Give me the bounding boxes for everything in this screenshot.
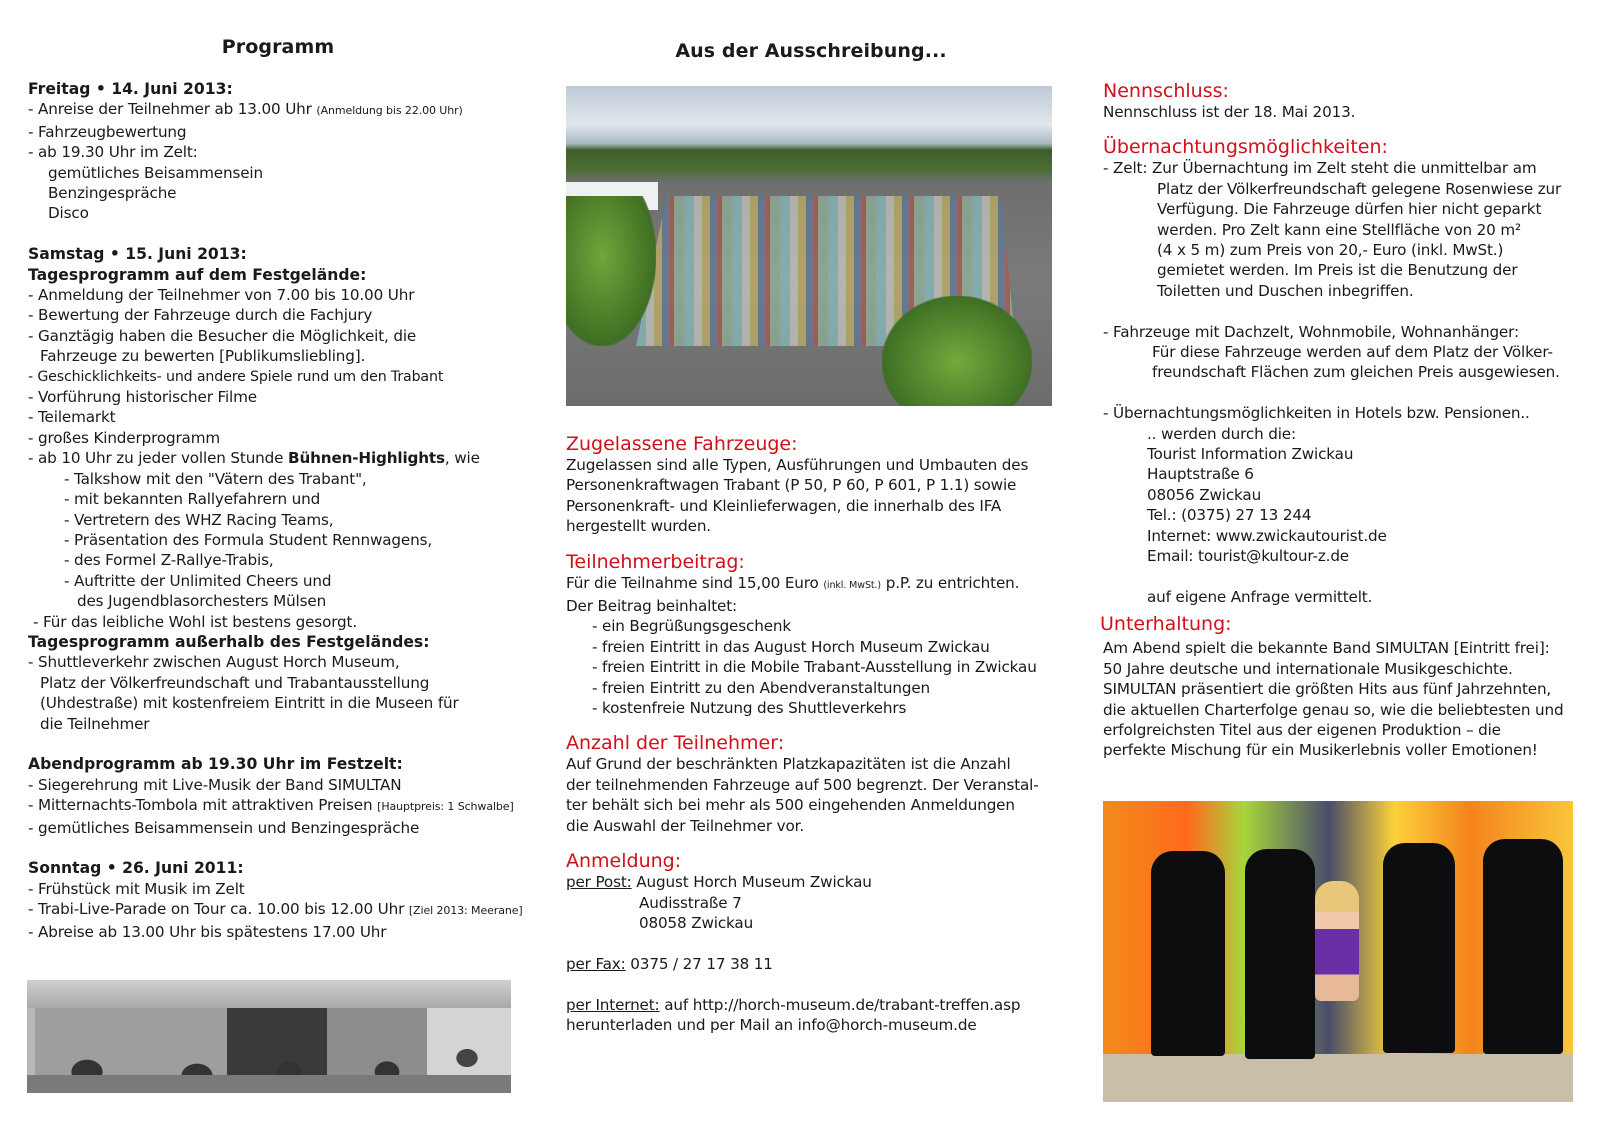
- ausschreibung-column: [566, 433, 1056, 1035]
- highlight-item: - Auftritte der Unlimited Cheers und: [64, 571, 332, 590]
- camper-text: Für diese Fahrzeuge werden auf dem Platz der Völker-: [1152, 343, 1553, 362]
- highlight-item: - Präsentation des Formula Student Rennwagens,: [64, 530, 433, 549]
- registration-heading: Anmeldung:: [566, 850, 682, 873]
- sunday-item: - Trabi-Live-Parade on Tour ca. 10.00 bis 12.00 Uhr [Ziel 2013: Meerane]: [28, 900, 523, 919]
- entertainment-text: perfekte Mischung für ein Musikerlebnis voller Emotionen!: [1103, 741, 1538, 760]
- vehicles-text: Personenkraft- und Kleinlieferwagen, die innerhalb des IFA: [566, 496, 1002, 515]
- sunday-item: - Frühstück mit Musik im Zelt: [28, 879, 245, 898]
- evening-heading: Abendprogramm ab 19.30 Uhr im Festzelt:: [28, 755, 403, 774]
- sunday-item: - Abreise ab 13.00 Uhr bis spätestens 17.00 Uhr: [28, 922, 387, 941]
- evening-item: - Mitternachts-Tombola mit attraktiven Preisen [Hauptpreis: 1 Schwalbe]: [28, 796, 514, 815]
- friday-sub-item: Disco: [48, 204, 89, 223]
- post-address: 08058 Zwickau: [639, 913, 754, 932]
- email-registration[interactable]: herunterladen und per Mail an info@horch-museum.de: [566, 1015, 977, 1034]
- tourist-info-website[interactable]: Internet: www.zwickautourist.de: [1147, 526, 1387, 545]
- participants-text: Auf Grund der beschränkten Platzkapazitäten ist die Anzahl: [566, 755, 1011, 774]
- tourist-info-phone: Tel.: (0375) 27 13 244: [1147, 506, 1312, 525]
- tree-shape: [566, 196, 656, 346]
- vehicles-text: Personenkraftwagen Trabant (P 50, P 60, P 601, P 1.1) sowie: [566, 476, 1017, 495]
- food-note: - Für das leibliche Wohl ist bestens gesorgt.: [33, 612, 358, 631]
- entertainment-heading: Unterhaltung:: [1100, 613, 1232, 636]
- saturday-item: - Anmeldung der Teilnehmer von 7.00 bis 10.00 Uhr: [28, 286, 415, 305]
- vehicles-text: Zugelassen sind alle Typen, Ausführungen und Umbauten des: [566, 456, 1029, 474]
- vehicles-heading: Zugelassene Fahrzeuge:: [566, 433, 798, 455]
- deadline-heading: Nennschluss:: [1103, 80, 1229, 102]
- highlight-item: des Jugendblasorchesters Mülsen: [77, 592, 327, 611]
- band-member-shape: [1245, 849, 1315, 1059]
- tent-text: werden. Pro Zelt kann eine Stellfläche von 20 m²: [1157, 220, 1521, 239]
- band-member-shape: [1483, 839, 1563, 1054]
- tent-text: gemietet werden. Im Preis ist die Benutzung der: [1157, 261, 1518, 280]
- participants-text: der teilnehmenden Fahrzeuge auf 500 begrenzt. Der Veranstal-: [566, 775, 1039, 794]
- tent-text: Toiletten und Duschen inbegriffen.: [1157, 281, 1414, 300]
- highlights-intro: - ab 10 Uhr zu jeder vollen Stunde Bühnen-Highlights, wie: [28, 449, 480, 468]
- outside-item: - Shuttleverkehr zwischen August Horch Museum,: [28, 653, 400, 672]
- evening-item: - gemütliches Beisammensein und Benzingespräche: [28, 818, 420, 837]
- highlight-item: - Talkshow mit den "Vätern des Trabant",: [64, 469, 367, 488]
- tourist-info-city: 08056 Zwickau: [1147, 485, 1262, 504]
- participants-text: die Auswahl der Teilnehmer vor.: [566, 816, 805, 835]
- outside-item: (Uhdestraße) mit kostenfreiem Eintritt in die Museen für: [40, 694, 459, 713]
- camper-text: freundschaft Flächen zum gleichen Preis ausgewiesen.: [1152, 363, 1560, 382]
- highlight-item: - Vertretern des WHZ Racing Teams,: [64, 510, 334, 529]
- saturday-subheading: Tagesprogramm auf dem Festgelände:: [28, 265, 367, 284]
- programm-title: Programm: [221, 36, 335, 58]
- sunday-heading: Sonntag • 26. Juni 2011:: [28, 859, 244, 878]
- highlight-item: - des Formel Z-Rallye-Trabis,: [64, 551, 274, 570]
- tent-text: Platz der Völkerfreundschaft gelegene Rosenwiese zur: [1157, 179, 1562, 198]
- fee-text: Für die Teilnahme sind 15,00 Euro (inkl. MwSt.) p.P. zu entrichten.: [566, 573, 1020, 592]
- evening-item: - Siegerehrung mit Live-Musik der Band SIMULTAN: [28, 775, 402, 794]
- friday-sub-item: Benzingespräche: [48, 184, 177, 203]
- saturday-heading: Samstag • 15. Juni 2013:: [28, 245, 247, 264]
- historic-cars-photo: [27, 980, 511, 1093]
- post-address: Audisstraße 7: [639, 893, 742, 912]
- highlight-item: - mit bekannten Rallyefahrern und: [64, 490, 321, 509]
- post-address: per Post: August Horch Museum Zwickau: [566, 873, 872, 892]
- hotel-text: .. werden durch die:: [1147, 424, 1296, 443]
- saturday-item: - Bewertung der Fahrzeuge durch die Fachjury: [28, 306, 373, 325]
- internet-registration[interactable]: per Internet: auf http://horch-museum.de/trabant-treffen.asp: [566, 995, 1021, 1014]
- fee-item: - ein Begrüßungsgeschenk: [592, 617, 792, 636]
- parking-lot-photo: [566, 86, 1052, 406]
- fee-item: - freien Eintritt in das August Horch Museum Zwickau: [592, 637, 990, 656]
- entertainment-text: SIMULTAN präsentiert die größten Hits aus fünf Jahrzehnten,: [1103, 680, 1552, 699]
- tourist-info-street: Hauptstraße 6: [1147, 465, 1254, 484]
- fee-item: - freien Eintritt in die Mobile Trabant-Ausstellung in Zwickau: [592, 658, 1037, 677]
- friday-item: - ab 19.30 Uhr im Zelt:: [28, 143, 198, 162]
- saturday-item: - Geschicklichkeits- und andere Spiele rund um den Trabant: [28, 368, 444, 385]
- saturday-item: Fahrzeuge zu bewerten [Publikumsliebling].: [40, 347, 366, 366]
- friday-heading: Freitag • 14. Juni 2013:: [28, 80, 233, 98]
- fee-item: - kostenfreie Nutzung des Shuttleverkehrs: [592, 699, 907, 718]
- tourist-info-name: Tourist Information Zwickau: [1147, 445, 1354, 464]
- camper-text: - Fahrzeuge mit Dachzelt, Wohnmobile, Wohnanhänger:: [1103, 322, 1519, 341]
- info-column: [1100, 80, 1583, 761]
- entertainment-text: 50 Jahre deutsche und internationale Musikgeschichte.: [1103, 659, 1513, 678]
- band-photo: [1103, 801, 1573, 1102]
- tourist-info-email[interactable]: Email: tourist@kultour-z.de: [1147, 547, 1350, 566]
- friday-item: - Fahrzeugbewertung: [28, 122, 187, 141]
- ausschreibung-title: Aus der Ausschreibung...: [675, 40, 947, 62]
- outside-item: die Teilnehmer: [40, 714, 150, 733]
- overnight-heading: Übernachtungsmöglichkeiten:: [1103, 136, 1388, 159]
- participants-heading: Anzahl der Teilnehmer:: [566, 732, 785, 755]
- saturday-item: - großes Kinderprogramm: [28, 428, 221, 447]
- saturday-item: - Vorführung historischer Filme: [28, 388, 257, 407]
- vehicles-text: hergestellt wurden.: [566, 517, 711, 536]
- tree-shape: [882, 296, 1032, 406]
- fee-heading: Teilnehmerbeitrag:: [566, 550, 745, 573]
- hotel-text: - Übernachtungsmöglichkeiten in Hotels bzw. Pensionen..: [1103, 404, 1530, 423]
- friday-item: - Anreise der Teilnehmer ab 13.00 Uhr (Anmeldung bis 22.00 Uhr): [28, 100, 463, 119]
- entertainment-text: die aktuellen Charterfolge genau so, wie die beliebtesten und: [1103, 700, 1564, 719]
- programm-column: [28, 79, 528, 942]
- tent-text: - Zelt: Zur Übernachtung im Zelt steht die unmittelbar am: [1103, 159, 1537, 178]
- entertainment-text: Am Abend spielt die bekannte Band SIMULTAN [Eintritt frei]:: [1103, 639, 1550, 658]
- singer-shape: [1315, 881, 1359, 1001]
- fee-text: Der Beitrag beinhaltet:: [566, 597, 737, 616]
- participants-text: ter behält sich bei mehr als 500 eingehenden Anmeldungen: [566, 796, 1015, 815]
- band-member-shape: [1151, 851, 1225, 1056]
- friday-sub-item: gemütliches Beisammensein: [48, 163, 263, 182]
- entertainment-text: erfolgreichsten Titel aus der eigenen Produktion – die: [1103, 720, 1501, 739]
- deadline-text: Nennschluss ist der 18. Mai 2013.: [1103, 103, 1356, 121]
- outside-heading: Tagesprogramm außerhalb des Festgeländes:: [28, 632, 430, 651]
- saturday-item: - Ganztägig haben die Besucher die Möglichkeit, die: [28, 326, 417, 345]
- saturday-item: - Teilemarkt: [28, 408, 116, 427]
- tent-text: Verfügung. Die Fahrzeuge dürfen hier nicht geparkt: [1157, 200, 1542, 219]
- fax-number: per Fax: 0375 / 27 17 38 11: [566, 954, 773, 973]
- outside-item: Platz der Völkerfreundschaft und Trabantausstellung: [40, 673, 430, 692]
- hotel-text: auf eigene Anfrage vermittelt.: [1147, 587, 1373, 606]
- band-member-shape: [1383, 843, 1455, 1053]
- tent-text: (4 x 5 m) zum Preis von 20,- Euro (inkl. MwSt.): [1157, 241, 1504, 260]
- fee-item: - freien Eintritt zu den Abendveranstaltungen: [592, 678, 930, 697]
